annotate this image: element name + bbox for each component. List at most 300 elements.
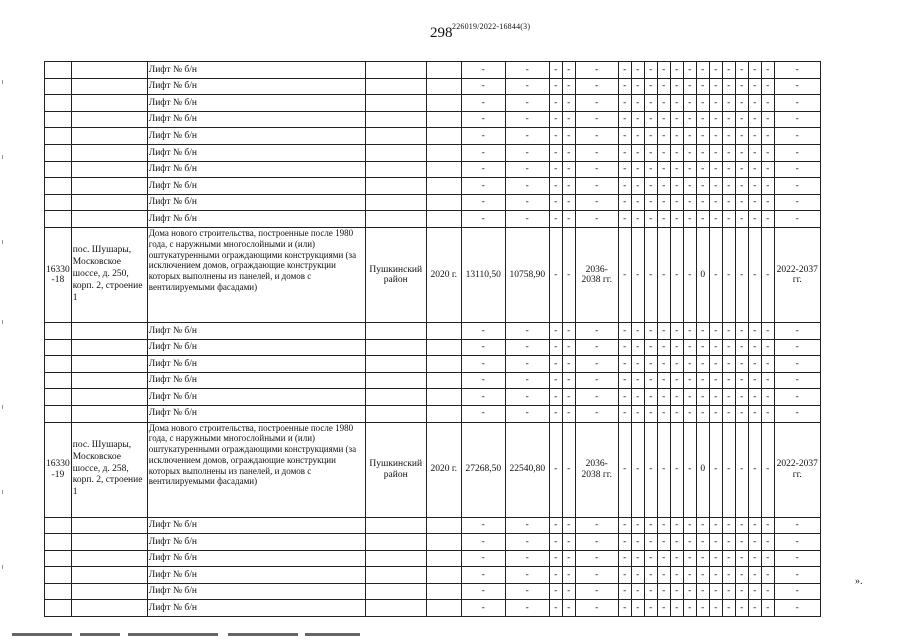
work-cell: - [670,405,683,422]
work-cell: - [761,405,774,422]
area-living-cell: - [505,178,549,195]
work-cell: - [696,356,709,373]
work-cell: - [748,405,761,422]
lift-row [45,583,821,600]
work-cell: - [683,389,696,406]
work-cell: - [631,405,644,422]
value-cell: - [562,78,575,95]
work-cell: - [709,194,722,211]
lift-name-cell: Лифт № б/н [147,405,365,422]
work-cell: - [631,194,644,211]
work-cell: - [631,517,644,534]
lift-name-cell: Лифт № б/н [147,583,365,600]
lift-row [45,389,821,406]
house-area-total: 27268,50 [461,422,505,517]
work-cell: - [696,322,709,339]
work-cell: - [748,389,761,406]
work-cell: - [748,567,761,584]
work-cell: - [709,178,722,195]
area-total-cell: - [461,550,505,567]
period-cell: - [575,372,618,389]
work-cell: - [748,339,761,356]
work-cell: - [761,600,774,617]
work-cell: - [644,322,657,339]
work-cell: - [748,422,761,517]
work-cell: - [735,339,748,356]
year-cell [426,583,461,600]
work-cell: - [657,144,670,161]
work-cell: - [722,194,735,211]
work-cell: - [709,583,722,600]
period-cell: - [575,95,618,112]
work-cell: - [618,550,631,567]
row-id-cell [45,111,72,128]
plan-period-cell: - [774,78,820,95]
work-cell: - [683,62,696,79]
area-total-cell: - [461,600,505,617]
work-cell: - [735,227,748,322]
address-cell [71,583,147,600]
work-cell: - [631,567,644,584]
house-period: 2036-2038 гг. [575,422,618,517]
address-cell [71,95,147,112]
work-cell: - [657,600,670,617]
work-cell: - [618,567,631,584]
area-living-cell: - [505,144,549,161]
value-cell: - [562,144,575,161]
lift-name-cell: Лифт № б/н [147,111,365,128]
work-cell: - [657,583,670,600]
work-cell: - [631,389,644,406]
house-description: Дома нового строительства, построенные после 1980 года, с наружными многослойными и (или) оштукатуренными ограждающими конструкциями (за исключением домов, ограждающие конструкции которых выполнены из панелей, и домов с вентилируемыми фасадами) [147,422,365,517]
value-cell: - [549,534,562,551]
area-living-cell: - [505,194,549,211]
lift-row [45,356,821,373]
work-cell: - [748,211,761,228]
house-id: 16330 -19 [45,422,72,517]
period-cell: - [575,517,618,534]
work-cell: - [618,62,631,79]
work-cell: - [644,600,657,617]
work-cell: - [748,227,761,322]
address-cell [71,372,147,389]
period-cell: - [575,389,618,406]
work-cell: - [761,322,774,339]
work-cell: - [748,322,761,339]
value-cell: - [549,583,562,600]
work-cell: - [761,178,774,195]
value-cell: - [562,178,575,195]
house-row [45,422,821,517]
page-number: 298 [430,25,453,41]
plan-period-cell: - [774,583,820,600]
district-cell [365,567,426,584]
lift-name-cell: Лифт № б/н [147,178,365,195]
work-cell: - [722,550,735,567]
work-cell: - [696,95,709,112]
lift-row [45,517,821,534]
work-cell: - [748,95,761,112]
plan-period-cell: - [774,111,820,128]
work-cell: - [696,550,709,567]
work-cell: - [709,128,722,145]
area-total-cell: - [461,161,505,178]
plan-period-cell: - [774,356,820,373]
work-cell: - [735,583,748,600]
value-cell: - [549,227,562,322]
value-cell: - [549,95,562,112]
work-cell: - [657,339,670,356]
plan-period-cell: - [774,322,820,339]
value-cell: - [562,227,575,322]
row-id-cell [45,144,72,161]
address-cell [71,128,147,145]
address-cell [71,78,147,95]
lift-row [45,111,821,128]
work-cell: - [696,339,709,356]
district-cell [365,178,426,195]
area-total-cell: - [461,128,505,145]
area-total-cell: - [461,405,505,422]
work-cell: - [709,600,722,617]
work-cell: - [631,111,644,128]
work-cell: - [735,567,748,584]
work-cell: - [735,356,748,373]
value-cell: - [562,194,575,211]
house-address: пос. Шушары, Московское шоссе, д. 258, корп. 2, строение 1 [71,422,147,517]
work-cell: - [761,62,774,79]
work-cell: - [722,422,735,517]
work-cell: - [631,227,644,322]
area-total-cell: - [461,583,505,600]
lift-name-cell: Лифт № б/н [147,339,365,356]
work-cell: - [683,322,696,339]
area-total-cell: - [461,322,505,339]
row-id-cell [45,62,72,79]
year-cell [426,405,461,422]
work-cell: - [618,389,631,406]
work-cell: - [761,550,774,567]
year-cell [426,62,461,79]
work-cell: - [670,356,683,373]
district-cell [365,111,426,128]
work-cell: - [735,111,748,128]
area-living-cell: - [505,95,549,112]
lift-name-cell: Лифт № б/н [147,517,365,534]
work-cell: - [670,62,683,79]
work-cell: - [670,322,683,339]
value-cell: - [562,372,575,389]
district-cell [365,583,426,600]
lift-name-cell: Лифт № б/н [147,567,365,584]
work-cell: - [683,372,696,389]
year-cell [426,372,461,389]
area-living-cell: - [505,405,549,422]
plan-period-cell: - [774,567,820,584]
value-cell: - [549,178,562,195]
scan-margin-marks [0,60,6,620]
value-cell: - [549,339,562,356]
house-district: Пушкинский район [365,422,426,517]
address-cell [71,534,147,551]
work-cell: - [644,372,657,389]
work-cell: - [722,517,735,534]
plan-period-cell: - [774,128,820,145]
work-cell: - [657,178,670,195]
year-cell [426,178,461,195]
house-description: Дома нового строительства, построенные после 1980 года, с наружными многослойными и (или) оштукатуренными ограждающими конструкциями (за исключением домов, ограждающие конструкции которых выполнены из панелей, и домов с вентилируемыми фасадами) [147,227,365,322]
district-cell [365,128,426,145]
district-cell [365,95,426,112]
row-id-cell [45,211,72,228]
work-cell: - [670,567,683,584]
lift-row [45,322,821,339]
area-total-cell: - [461,194,505,211]
address-cell [71,517,147,534]
area-living-cell: - [505,356,549,373]
plan-period-cell: - [774,339,820,356]
work-cell: - [618,178,631,195]
work-cell: - [696,389,709,406]
lift-row [45,211,821,228]
work-cell: - [670,194,683,211]
work-cell: - [696,517,709,534]
work-cell: - [631,62,644,79]
house-id: 16330 -18 [45,227,72,322]
lift-name-cell: Лифт № б/н [147,356,365,373]
work-cell: - [761,422,774,517]
year-cell [426,389,461,406]
work-cell: - [761,389,774,406]
work-cell: - [618,517,631,534]
year-cell [426,339,461,356]
work-cell: - [696,111,709,128]
work-cell: - [722,227,735,322]
work-cell: - [761,534,774,551]
work-cell: - [696,194,709,211]
value-cell: - [562,62,575,79]
value-cell: - [562,567,575,584]
house-year: 2020 г. [426,422,461,517]
work-cell: - [735,517,748,534]
work-cell: - [644,161,657,178]
lift-name-cell: Лифт № б/н [147,550,365,567]
area-total-cell: - [461,111,505,128]
work-cell: - [748,356,761,373]
work-cell: - [761,372,774,389]
work-cell: - [735,194,748,211]
work-cell: - [631,583,644,600]
lift-name-cell: Лифт № б/н [147,389,365,406]
work-cell: - [735,128,748,145]
work-cell: - [631,211,644,228]
work-cell: - [631,372,644,389]
value-cell: - [562,405,575,422]
work-cell: - [657,356,670,373]
address-cell [71,111,147,128]
work-cell: - [748,62,761,79]
work-cell: - [761,111,774,128]
work-cell: - [670,339,683,356]
work-cell: - [631,322,644,339]
work-cell: - [683,534,696,551]
row-id-cell [45,78,72,95]
plan-period-cell: - [774,95,820,112]
district-cell [365,161,426,178]
work-cell: - [618,227,631,322]
work-cell: - [735,372,748,389]
value-cell: - [562,128,575,145]
value-cell: - [549,517,562,534]
value-cell: - [549,600,562,617]
work-cell: - [709,372,722,389]
area-living-cell: - [505,322,549,339]
address-cell [71,211,147,228]
area-living-cell: - [505,62,549,79]
work-cell: - [618,583,631,600]
period-cell: - [575,405,618,422]
lift-name-cell: Лифт № б/н [147,372,365,389]
work-cell: - [644,95,657,112]
work-cell: - [696,161,709,178]
work-cell: - [761,161,774,178]
work-cell: - [735,161,748,178]
period-cell: - [575,62,618,79]
address-cell [71,144,147,161]
work-cell: - [657,95,670,112]
work-cell: - [748,111,761,128]
work-cell: - [735,600,748,617]
work-cell: - [657,161,670,178]
year-cell [426,211,461,228]
work-cell: - [735,422,748,517]
address-cell [71,322,147,339]
work-cell: - [618,372,631,389]
district-cell [365,194,426,211]
lift-row [45,78,821,95]
value-cell: - [549,567,562,584]
house-area-total: 13110,50 [461,227,505,322]
work-cell: - [696,62,709,79]
lift-row [45,534,821,551]
work-cell: - [696,567,709,584]
period-cell: - [575,78,618,95]
work-cell: - [722,583,735,600]
work-cell: - [761,227,774,322]
area-total-cell: - [461,178,505,195]
work-cell: - [683,600,696,617]
value-cell: - [562,422,575,517]
work-cell: - [670,161,683,178]
work-cell: - [722,372,735,389]
work-cell: - [722,95,735,112]
year-cell [426,95,461,112]
work-cell: - [657,372,670,389]
work-cell: - [644,339,657,356]
work-cell: - [670,211,683,228]
work-cell: - [696,583,709,600]
work-cell: - [735,144,748,161]
work-cell: - [761,78,774,95]
district-cell [365,144,426,161]
area-total-cell: - [461,517,505,534]
lift-row [45,372,821,389]
lift-row [45,194,821,211]
value-cell: - [562,583,575,600]
district-cell [365,78,426,95]
work-cell: - [631,422,644,517]
work-cell: - [683,356,696,373]
work-cell: - [683,422,696,517]
year-cell [426,567,461,584]
work-cell: - [709,405,722,422]
period-cell: - [575,583,618,600]
work-cell: - [631,534,644,551]
year-cell [426,78,461,95]
house-year: 2020 г. [426,227,461,322]
row-id-cell [45,356,72,373]
value-cell: - [549,322,562,339]
work-cell: - [670,227,683,322]
value-cell: - [562,322,575,339]
work-cell: - [722,356,735,373]
work-cell: - [696,78,709,95]
lift-name-cell: Лифт № б/н [147,534,365,551]
work-cell: - [748,128,761,145]
year-cell [426,144,461,161]
district-cell [365,600,426,617]
work-cell: - [683,227,696,322]
row-id-cell [45,128,72,145]
work-cell: - [709,62,722,79]
year-cell [426,600,461,617]
address-cell [71,567,147,584]
work-cell: - [657,405,670,422]
area-living-cell: - [505,128,549,145]
work-cell: - [644,144,657,161]
work-cell: - [657,128,670,145]
work-cell: - [683,111,696,128]
work-cell: - [657,550,670,567]
value-cell: - [562,211,575,228]
work-cell: - [683,339,696,356]
work-cell: - [709,161,722,178]
address-cell [71,62,147,79]
work-cell: - [696,372,709,389]
work-cell: - [735,389,748,406]
work-cell: - [631,161,644,178]
work-cell: - [722,111,735,128]
value-cell: - [549,62,562,79]
value-cell: - [549,144,562,161]
plan-period-cell: - [774,534,820,551]
work-cell: - [631,78,644,95]
area-living-cell: - [505,78,549,95]
address-cell [71,600,147,617]
work-cell: - [644,389,657,406]
work-cell: - [722,405,735,422]
work-cell: - [709,227,722,322]
lift-row [45,567,821,584]
value-cell: - [562,550,575,567]
work-cell: - [761,517,774,534]
lift-name-cell: Лифт № б/н [147,322,365,339]
year-cell [426,550,461,567]
value-cell: - [549,161,562,178]
plan-period-cell: - [774,62,820,79]
address-cell [71,550,147,567]
work-cell: - [761,211,774,228]
